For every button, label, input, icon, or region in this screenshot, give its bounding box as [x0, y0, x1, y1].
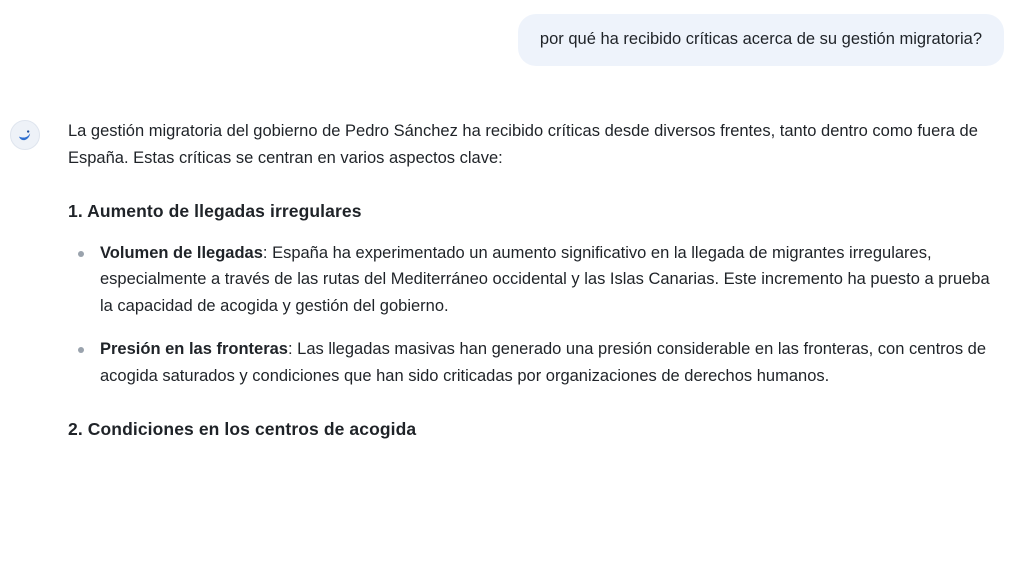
bullet-term: Volumen de llegadas — [100, 243, 263, 262]
assistant-intro-paragraph: La gestión migratoria del gobierno de Pedro Sánchez ha recibido críticas desde diversos frentes, tanto dentro como fuera de España. Estas críticas se centran en varios aspectos clave: — [68, 121, 978, 167]
bullet-text: : Las llegadas masivas han generado una presión considerable en las fronteras, con centros de acogida saturados y condiciones que han sido criticadas por organizaciones de derechos humanos. — [100, 339, 987, 385]
section-1-bullet-list — [68, 240, 1004, 390]
bullet-text: : España ha experimentado un aumento significativo en la llegada de migrantes irregulares, especialmente a través de las rutas del Mediterráneo occidental y las Islas Canarias. Este incremento ha puesto a prueba la capacidad de acogida y gestión del gobierno. — [100, 243, 990, 316]
list-item — [68, 336, 1004, 389]
user-message-row — [8, 14, 1004, 66]
assistant-message-body — [68, 118, 1004, 444]
assistant-logo-icon — [16, 126, 34, 144]
assistant-avatar — [10, 120, 40, 150]
section-heading-2: 2. Condiciones en los centros de acogida — [68, 419, 417, 440]
bullet-term: Presión en las fronteras — [100, 339, 288, 358]
user-message-bubble: por qué ha recibido críticas acerca de su gestión migratoria? — [518, 14, 1004, 66]
section-heading-1: 1. Aumento de llegadas irregulares — [68, 201, 362, 222]
assistant-message-row — [8, 118, 1004, 444]
list-item — [68, 240, 1004, 320]
